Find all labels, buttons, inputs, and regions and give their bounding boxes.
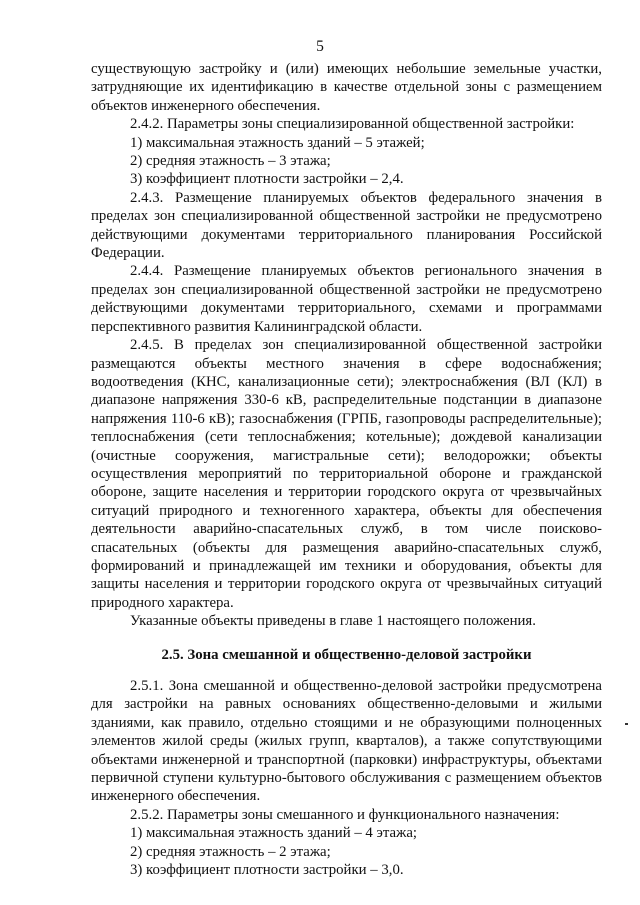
paragraph-2-4-4: 2.4.4. Размещение планируемых объектов регионального значения в пределах зон специализированной общественной застройки не предусмотрено действующими документами территориального, схемами и программами перспективного развития Калининградской области.	[91, 263, 602, 335]
list-item: 3) коэффициент плотности застройки – 3,0.	[130, 862, 404, 879]
list-item: 1) максимальная этажность зданий – 4 этажа;	[130, 825, 417, 842]
section-heading: 2.5. Зона смешанной и общественно-деловой застройки	[161, 646, 532, 663]
paragraph-2-4-3: 2.4.3. Размещение планируемых объектов федерального значения в пределах зон специализированной общественной застройки не предусмотрено действующими документами территориального планирования Российской Федерации.	[91, 189, 602, 262]
paragraph-2-5-1: 2.5.1. Зона смешанной и общественно-деловой застройки предусмотрена для застройки на равных основаниях общественно-деловыми и жилыми зданиями, как правило, отдельно стоящими и не образующими полноценных элементов жилой среды (жилых групп, кварталов), а также сопутствующими объектами инженерной и транспортной (парковки) инфраструктуры, объектами первичной ступени культурно-бытового обслуживания с размещением объектов инженерного обеспечения.	[91, 678, 602, 805]
list-item: 2) средняя этажность – 2 этажа;	[130, 843, 331, 860]
paragraph-note: Указанные объекты приведены в главе 1 настоящего положения.	[130, 613, 536, 630]
page-number: 5	[316, 38, 324, 55]
scan-speck	[625, 723, 628, 725]
list-item: 2) средняя этажность – 3 этажа;	[130, 153, 331, 170]
paragraph-2-4-2: 2.4.2. Параметры зоны специализированной общественной застройки:	[130, 116, 575, 133]
document-body	[91, 60, 602, 879]
list-item: 1) максимальная этажность зданий – 5 этажей;	[130, 134, 425, 151]
paragraph-continuation: существующую застройку и (или) имеющих небольшие земельные участки, затрудняющие их идентификацию в качестве отдельной зоны с размещением объектов инженерного обеспечения.	[91, 61, 602, 114]
paragraph-2-5-2: 2.5.2. Параметры зоны смешанного и функционального назначения:	[130, 806, 560, 823]
paragraph-2-4-5: 2.4.5. В пределах зон специализированной общественной застройки размещаются объекты местного значения в сфере водоснабжения; водоотведения (КНС, канализационные сети); электроснабжения (ВЛ (КЛ) в диапазоне напряжения 330-6 кВ, распределительные подстанции в диапазоне напряжения 110-6 кВ); газоснабжения (ГРПБ, газопроводы распределительные); теплоснабжения (сети теплоснабжения; котельные); дождевой канализации (очистные сооружения, магистральные сети); велодорожки; объекты осуществления мероприятий по территориальной обороне и гражданской обороне, защите населения и территории городского округа от чрезвычайных ситуаций природного и техногенного характера, объекты для обеспечения деятельности аварийно-спасательных служб, в том числе поисково-спасательных (объекты для размещения аварийно-спасательных служб, формирований и принадлежащей им техники и оборудования, объекты для защиты населения и территории городского округа от чрезвычайных ситуаций природного характера.	[91, 337, 602, 611]
list-item: 3) коэффициент плотности застройки – 2,4.	[130, 171, 404, 188]
